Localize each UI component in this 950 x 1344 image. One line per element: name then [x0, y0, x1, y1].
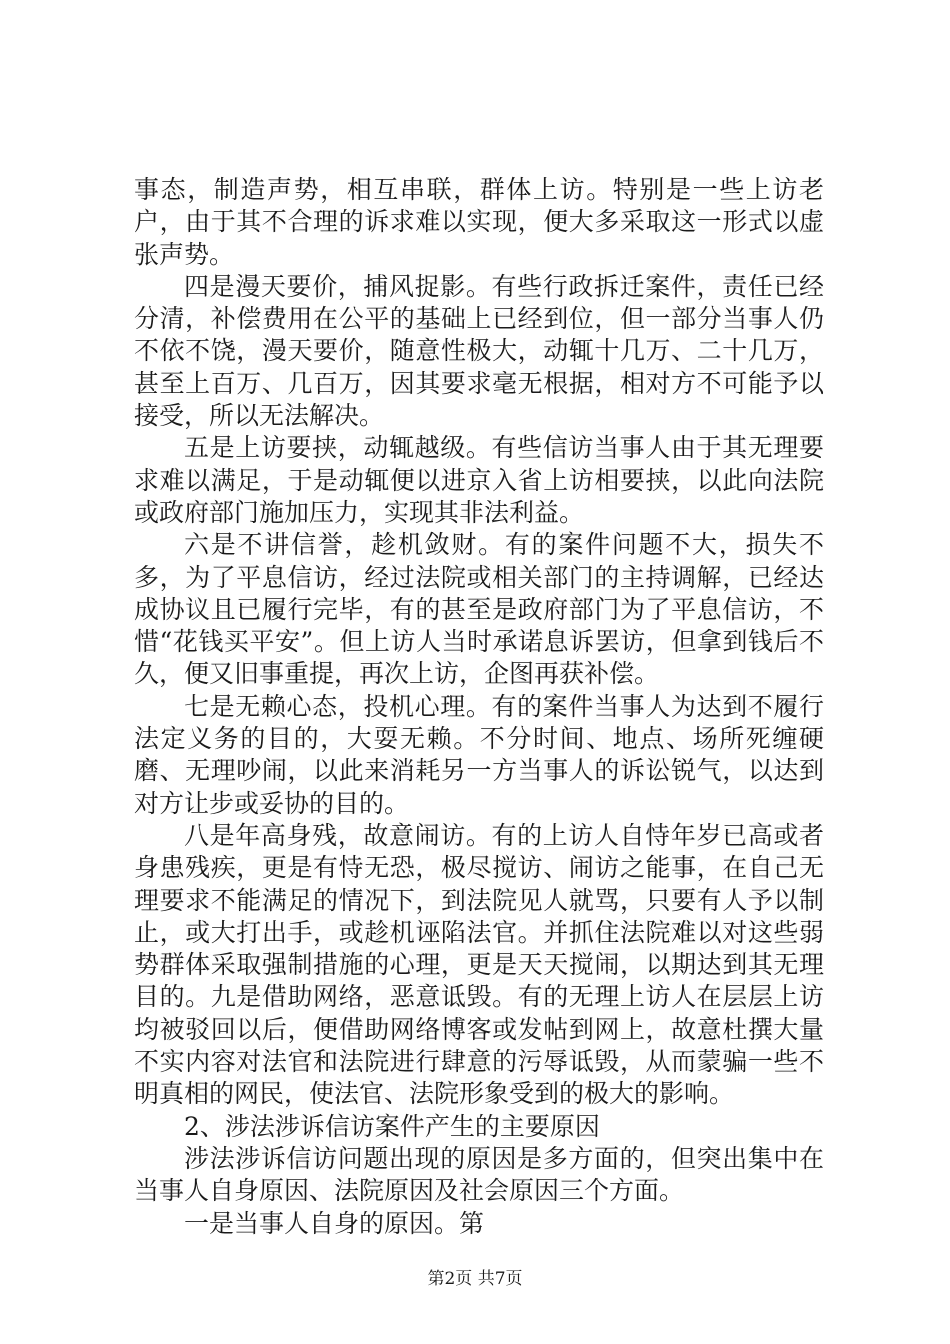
- paragraph-continuation: 事态，制造声势，相互串联，群体上访。特别是一些上访老户，由于其不合理的诉求难以实现，便大多采取这一形式以虚张声势。: [134, 175, 824, 269]
- paragraph-causes-intro: 涉法涉诉信访问题出现的原因是多方面的，但突出集中在当事人自身原因、法院原因及社会原因三个方面。: [134, 1143, 824, 1206]
- paragraph-item-eight-nine: 八是年高身残，故意闹访。有的上访人自恃年岁已高或者身患残疾，更是有恃无恐，极尽搅访、闹访之能事，在自己无理要求不能满足的情况下，到法院见人就骂，只要有人予以制止，或大打出手，或趁机诬陷法官。并抓住法院难以对这些弱势群体采取强制措施的心理，更是天天搅闹，以期达到其无理目的。九是借助网络，恶意诋毁。有的无理上访人在层层上访均被驳回以后，便借助网络博客或发帖到网上，故意杜撰大量不实内容对法官和法院进行肆意的污辱诋毁，从而蒙骗一些不明真相的网民，使法官、法院形象受到的极大的影响。: [134, 820, 824, 1109]
- document-body: [134, 174, 824, 1240]
- paragraph-item-six: 六是不讲信誉，趁机敛财。有的案件问题不大，损失不多，为了平息信访，经过法院或相关部门的主持调解，已经达成协议且已履行完毕，有的甚至是政府部门为了平息信访，不惜“花钱买平安”。但上访人当时承诺息诉罢访，但拿到钱后不久，便又旧事重提，再次上访，企图再获补偿。: [134, 530, 824, 689]
- paragraph-item-four: 四是漫天要价，捕风捉影。有些行政拆迁案件，责任已经分清，补偿费用在公平的基础上已经到位，但一部分当事人仍不依不饶，漫天要价，随意性极大，动辄十几万、二十几万，甚至上百万、几百万，因其要求毫无根据，相对方不可能予以接受，所以无法解决。: [134, 271, 824, 431]
- paragraph-item-five: 五是上访要挟，动辄越级。有些信访当事人由于其无理要求难以满足，于是动辄便以进京入省上访相要挟，以此向法院或政府部门施加压力，实现其非法利益。: [134, 433, 824, 527]
- paragraph-item-seven: 七是无赖心态，投机心理。有的案件当事人为达到不履行法定义务的目的，大耍无赖。不分时间、地点、场所死缠硬磨、无理吵闹，以此来消耗另一方当事人的诉讼锐气，以达到对方让步或妥协的目的。: [134, 691, 824, 818]
- page-footer: [0, 1268, 950, 1290]
- page-number: 第2页 共7页: [427, 1269, 523, 1289]
- paragraph-cause-one: 一是当事人自身的原因。第: [184, 1208, 485, 1238]
- section-heading: 2、涉法涉诉信访案件产生的主要原因: [184, 1111, 600, 1141]
